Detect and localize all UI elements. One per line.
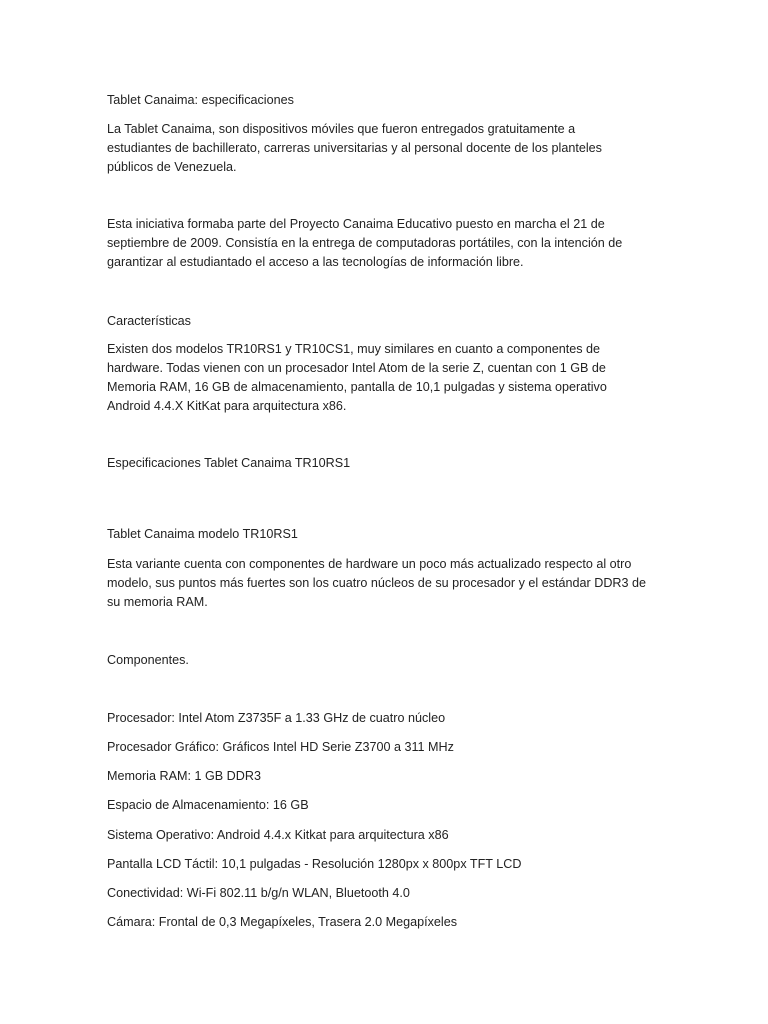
model-paragraph: Esta variante cuenta con componentes de hardware un poco más actualizado respecto al otro modelo, sus puntos más fuertes son los cuatro núcleos de su procesador y el estándar DDR3 de su memoria RAM.	[107, 557, 647, 609]
initiative-paragraph: Esta iniciativa formaba parte del Proyecto Canaima Educativo puesto en marcha el 21 de septiembre de 2009. Consistía en la entrega de computadoras portátiles, con la intención de garantizar al estudiantado el acceso a las tecnologías de información libre.	[107, 217, 623, 269]
specifications-heading: Especificaciones Tablet Canaima TR10RS1	[107, 456, 351, 470]
spec-graphics-processor: Procesador Gráfico: Gráficos Intel HD Serie Z3700 a 311 MHz	[107, 740, 454, 754]
spec-storage: Espacio de Almacenamiento: 16 GB	[107, 798, 309, 812]
features-paragraph: Existen dos modelos TR10RS1 y TR10CS1, muy similares en cuanto a componentes de hardware. Todas vienen con un procesador Intel Atom de la serie Z, cuentan con 1 GB de Memoria RAM, 16 GB de almacenamiento, pantalla de 10,1 pulgadas y sistema operativo Android 4.4.X KitKat para arquitectura x86.	[107, 342, 607, 413]
features-heading: Características	[107, 314, 191, 328]
spec-ram: Memoria RAM: 1 GB DDR3	[107, 769, 261, 783]
model-heading: Tablet Canaima modelo TR10RS1	[107, 527, 298, 541]
document-title: Tablet Canaima: especificaciones	[107, 93, 294, 107]
intro-paragraph: La Tablet Canaima, son dispositivos móviles que fueron entregados gratuitamente a estudiantes de bachillerato, carreras universitarias y al personal docente de los planteles públicos de Venezuela.	[107, 122, 602, 174]
spec-touch-display: Pantalla LCD Táctil: 10,1 pulgadas - Resolución 1280px x 800px TFT LCD	[107, 857, 522, 871]
spec-camera: Cámara: Frontal de 0,3 Megapíxeles, Trasera 2.0 Megapíxeles	[107, 915, 458, 929]
spec-operating-system: Sistema Operativo: Android 4.4.x Kitkat para arquitectura x86	[107, 828, 449, 842]
spec-connectivity: Conectividad: Wi-Fi 802.11 b/g/n WLAN, Bluetooth 4.0	[107, 886, 410, 900]
spec-processor: Procesador: Intel Atom Z3735F a 1.33 GHz de cuatro núcleo	[107, 711, 446, 725]
components-heading: Componentes.	[107, 653, 189, 667]
